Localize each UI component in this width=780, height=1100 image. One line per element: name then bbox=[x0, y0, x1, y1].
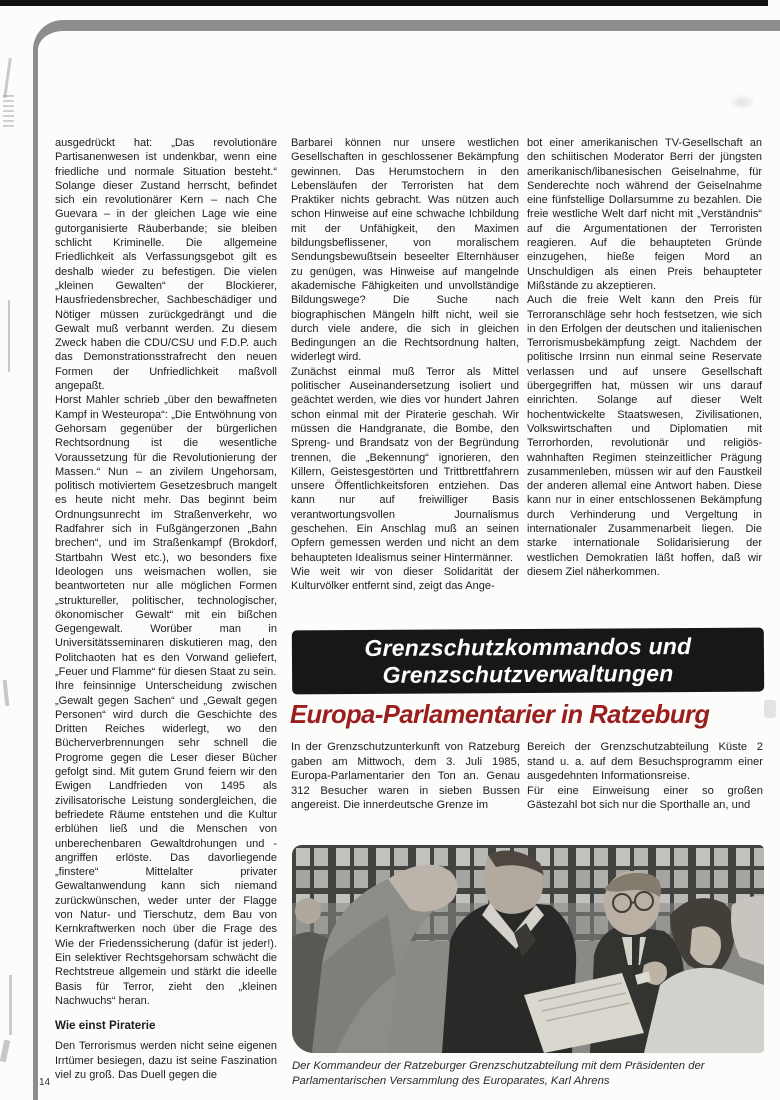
paragraph: Bereich der Grenzschutzabteilung Küste 2 stand u. a. auf dem Besuchsprogramm einer ausgedehnten Informationsreise. bbox=[527, 741, 763, 782]
paragraph: ausgedrückt hat: „Das revolutionäre Partisanenwesen ist undenkbar, wenn eine friedliche und normale Situation besteht.“ Solange dieser Zustand herrscht, befindet sich ein revolutionärer Kern – nach Che Guevara – in der gleichen Lage wie eine gutorganisierte Räuberbande; sie bleiben schlicht Kriminelle. Die allgemeine Friedlichkeit als Verfassungsgebot gilt es deshalb wieder zu befestigen. Die vielen „kleinen Gewalten“ der Blockierer, Hausfriedensbrecher, Sachbeschädiger und Nötiger müssen zurückgedrängt und die Gewalt muß verbannt werden. Zu diesem Zweck haben die CDU/CSU und F.D.P. auch das Demonstrationsstrafrecht den neuen Formen der Unfriedlichkeit maßvoll angepaßt. bbox=[55, 137, 277, 393]
paragraph: Zunächst einmal muß Terror als Mittel politischer Auseinandersetzung isoliert und geächtet werden, wie dies vor hundert Jahren schon einmal mit der Piraterie geschah. Wir müssen die Handgranate, die Bombe, den Spreng- und Brandsatz von der Begründung trennen, die „Bekennung“ ignorieren, den Killern, Geistesgestörten und Trittbrettfahrern unsere Öffentlichkeitsforen entziehen. Das kann nur auf freiwilliger Basis verantwortungsvollen Journalismus geschehen. Ein Anschlag muß an seinen Opfern gemessen werden und nicht an dem behaupteten Idealismus seiner Hintermänner. bbox=[291, 365, 519, 564]
scan-noise bbox=[3, 680, 10, 706]
paragraph: In der Grenzschutzunterkunft von Ratzeburg gaben am Mittwoch, dem 3. Juli 1985, Europa-Parlamentarier den Ton an. Genau 312 Besucher waren in sieben Bussen angereist. Die innerdeutsche Grenze im bbox=[291, 741, 520, 811]
intro-column-left bbox=[291, 740, 520, 840]
scan-noise bbox=[3, 58, 12, 98]
scan-noise bbox=[3, 95, 14, 129]
article-column-1 bbox=[55, 136, 277, 1092]
paragraph: Auch die freie Welt kann den Preis für Terroranschläge sehr hoch festsetzen, wie sich in den Erfolgen der deutschen und italienischen Terrorismusbekämpfung zeigt. Nachdem der politische Irrsinn nun einmal seine Reservate verlassen und auf unsere Gesellschaft übergegriffen hat, müssen wir uns darauf einrichten. Solange auf dieser Welt hochentwickelte Staatswesen, Zivilisationen, Volkswirtschaften und Diplomatien mit Terrorhorden, revolutionär und religiös-wahnhaften Regimen steinzeitlicher Prägung zusammenleben, müssen wir auf den Faustkeil der anderen allemal eine Antwort haben. Diese kann nur in einer entschlossenen Bekämpfung durch Verhinderung und Vergeltung in internationaler Zusammenarbeit liegen. Die starke internationale Solidarisierung der westlichen Demokratien läßt hoffen, daß wir diesem Ziel näherkommen. bbox=[527, 294, 762, 578]
scan-noise bbox=[0, 1040, 10, 1063]
article-column-3 bbox=[527, 136, 762, 633]
article-column-2 bbox=[291, 136, 519, 633]
paragraph: bot einer amerikanischen TV-Gesellschaft an den schiitischen Moderator Berri der jüngsten amerikanisch/libanesischen Geiselnahme, für Senderechte noch während der Geiselnahme eine fünfstellige Dollarsumme zu bezahlen. Die freie westliche Welt darf nicht mit „Verständnis“ auf die Argumentationen der Terroristen reagieren. Auf die behaupteten Gründe einzugehen, hieße feigen Mord an Unschuldigen als einen Preis behaupteter Mißstände zu akzeptieren. bbox=[527, 137, 762, 292]
press-photo-image bbox=[292, 845, 764, 1053]
paragraph: Wie weit wir von dieser Solidarität der Kulturvölker entfernt sind, zeigt das Ange- bbox=[291, 565, 519, 593]
section-banner bbox=[292, 628, 764, 695]
paragraph: Für eine Einweisung einer so großen Gästezahl bot sich nur die Sporthalle an, und bbox=[527, 784, 763, 811]
article-headline: Europa-Parlamentarier in Ratzeburg bbox=[290, 699, 710, 729]
intro-column-right bbox=[527, 740, 763, 840]
paragraph: Den Terrorismus werden nicht seine eigenen Irrtümer besiegen, dazu ist seine Faszination viel zu groß. Das Duell gegen die bbox=[55, 1040, 277, 1081]
scan-noise bbox=[8, 300, 10, 372]
banner-line-2: Grenzschutzverwaltungen bbox=[382, 660, 674, 688]
scan-noise bbox=[9, 975, 12, 1035]
page-number: 14 bbox=[39, 1077, 51, 1088]
banner-line-1: Grenzschutzkommandos und bbox=[364, 633, 692, 661]
paragraph: Barbarei können nur unsere westlichen Gesellschaften in geschlossener Bekämpfung gewinnen. Das Herumstochern in den Lebensläufen der Terroristen hat dem Praktiker nichts gebracht. Was nützen auch schon Hinweise auf eine schwache Ichbildung mit der Unfähigkeit, den Maximen bildungsbeflissener, von moralischem Sendungsbewußtsein beseelter Elternhäuser zu genügen, was Hinweise auf mangelnde akademische Fähigkeiten und unvollständige Bildungswege? Die Suche nach biographischen Mängeln hilft nicht, weil sie durch viele andere, die sich in gleichen Bedingungen an die Rechtsordnung halten, widerlegt wird. bbox=[291, 137, 519, 364]
paragraph: Horst Mahler schrieb „über den bewaffneten Kampf in Westeuropa“: „Die Entwöhnung von Gehorsam gegenüber der bürgerlichen Rechtsordnung ist die wesentliche Voraussetzung für die Revolutionierung der Massen.“ Nun – an zivilem Ungehorsam, politisch motiviertem Gesetzesbruch mangelt es heute nicht mehr. Das beginnt beim Ordnungsunrecht im Straßenverkehr, wo Radfahrer sich in Fußgängerzonen „Bahn brechen“, und im Straßenkampf (Brokdorf, Startbahn West etc.), wo besonders fixe Ideologen uns weismachen wollen, sie beantworteten nur alle möglichen Formen „struktureller, politischer, technologischer, ökonomischer Gewalt“ mit ein bißchen Gegengewalt. Worüber man in Universitätsseminaren diskutieren mag, den Politchaoten hat es den Vorwand geliefert, „Feuer und Flamme“ für diesen Staat zu sein. bbox=[55, 394, 277, 678]
paragraph: Ihre feinsinnige Unterscheidung zwischen „Gewalt gegen Sachen“ und „Gewalt gegen Personen“ wird durch die Geschichte des Dritten Reiches widerlegt, wo den Bücherverbrennungen sehr schnell die Progrome gegen die Leser dieser Bücher gefolgt sind. Mit gutem Grund feiern wir den Ewigen Landfrieden von 1495 als zivilisatorische Leistung sondergleichen, die befriedete Räume entstehen und die Kultur erblühen ließ und die Menschen von unberechenbaren Gewaltdrohungen und -angriffen erlöste. Das davorliegende „finstere“ Mittelalter privater Gewaltanwendung kann sich niemand zurückwünschen, weder unter der Flagge von Natur- und Tierschutz, dem Bau von Kernkraftwerken noch über die Frage des Wie der Friedenssicherung (dafür ist jeder!). Ein selektiver Rechtsgehorsam schwächt die Rechtstreue allgemein und stärkt die ideelle Basis für Terror, zieht den „kleinen Nachwuchs“ heran. bbox=[55, 680, 277, 1007]
scan-edge-line bbox=[0, 0, 768, 6]
subheading-wie-einst-piraterie: Wie einst Piraterie bbox=[55, 1019, 156, 1033]
photo-caption: Der Kommandeur der Ratzeburger Grenzschutzabteilung mit dem Präsidenten der Parlamentarischen Versammlung des Europarates, Karl Ahrens bbox=[292, 1060, 705, 1087]
press-photo bbox=[292, 845, 764, 1053]
